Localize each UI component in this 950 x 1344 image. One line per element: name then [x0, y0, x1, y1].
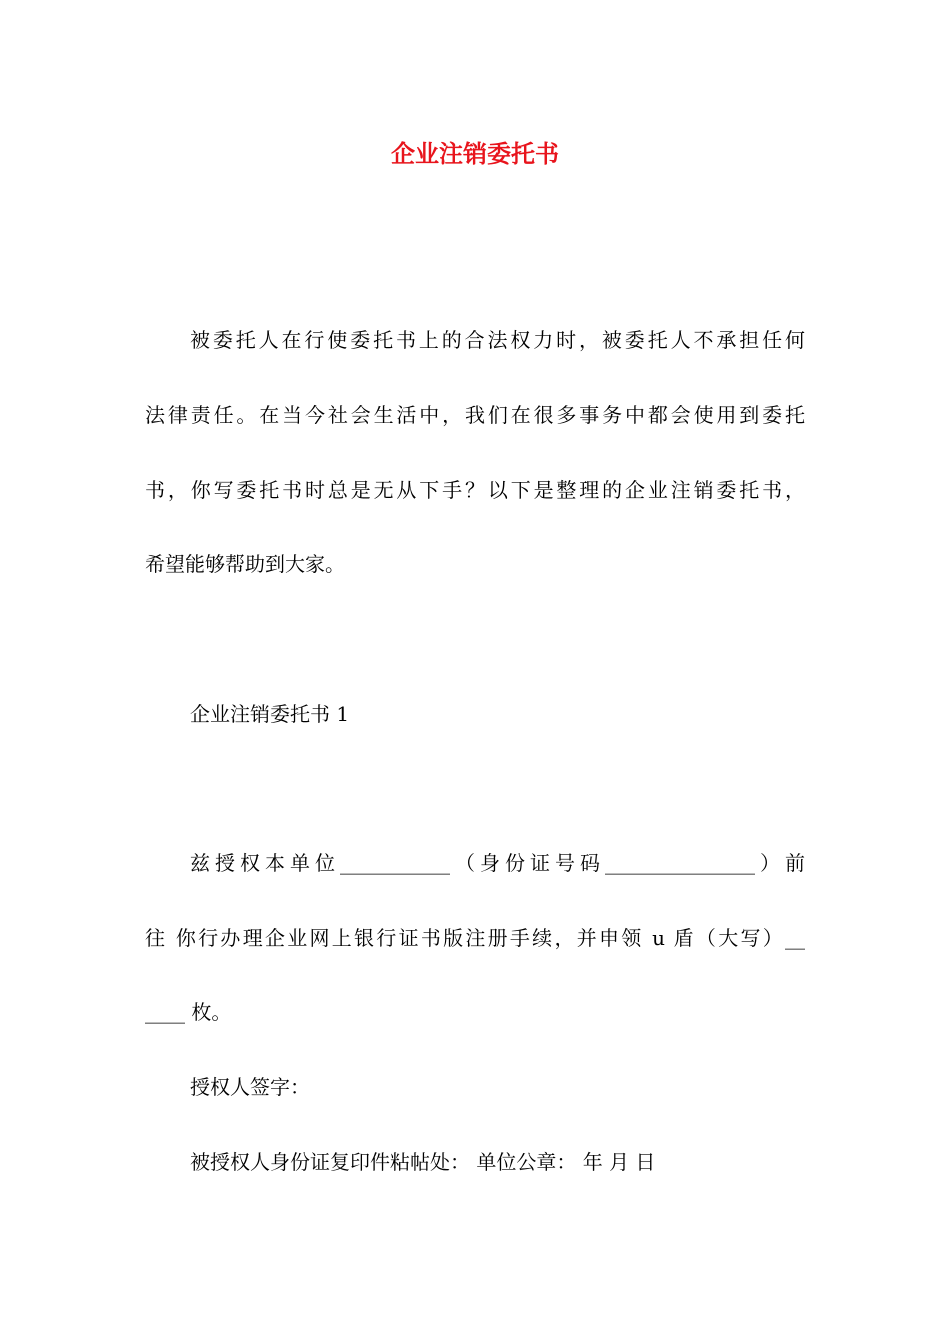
section-heading: 企业注销委托书 1	[190, 702, 350, 726]
intro-line-4: 希望能够帮助到大家。	[145, 552, 345, 576]
intro-line-2: 法律责任。在当今社会生活中，我们在很多事务中都会使用到委托	[145, 403, 805, 427]
intro-line-3: 书，你写委托书时总是无从下手？以下是整理的企业注销委托书，	[145, 478, 805, 502]
signature-line: 授权人签字：	[190, 1075, 310, 1099]
footer-line: 被授权人身份证复印件粘帖处： 单位公章： 年 月 日	[190, 1150, 656, 1174]
body-line-3: ____ 枚。	[145, 1000, 232, 1024]
body-line-1: 兹授权本单位___________（身份证号码_______________）前	[190, 851, 805, 875]
body-line-2: 往 你行办理企业网上银行证书版注册手续，并申领 u 盾（大写）__	[145, 926, 805, 950]
document-title: 企业注销委托书	[391, 139, 559, 168]
intro-line-1: 被委托人在行使委托书上的合法权力时，被委托人不承担任何	[190, 328, 805, 352]
